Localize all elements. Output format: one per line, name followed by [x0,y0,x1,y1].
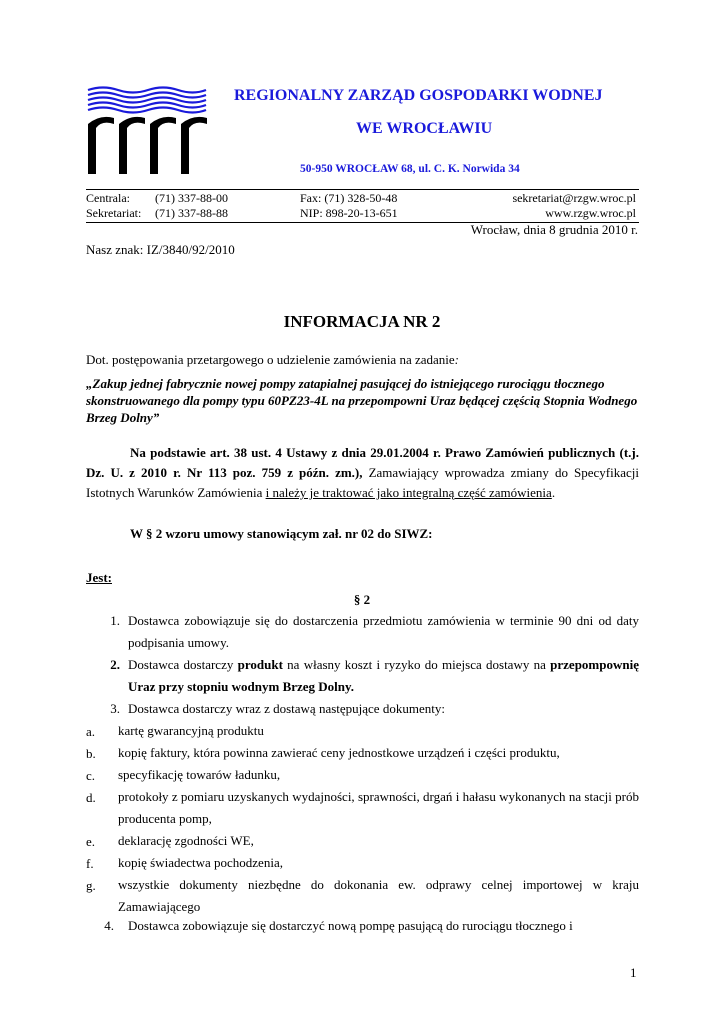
centrala-label: Centrala: [86,191,130,205]
doc-letter: a. [86,724,96,739]
item-number: 2. [110,657,120,672]
centrala-phone: (71) 337-88-00 [155,191,228,205]
legal-basis-text: Zamawiający wprowadza zmiany do Specyfikacji Istotnych Warunków Zamówienia [86,465,639,500]
list-item: Dostawca dostarczy wraz z dostawą następujące dokumenty: [128,701,445,716]
list-item: Dostawca zobowiązuje się do dostarczenia przedmiotu zamówienia w terminie 90 dni od daty podpisania umowy. [128,613,639,650]
doc-item: deklarację zgodności WE, [118,833,254,848]
intro-line [86,352,459,368]
org-address: 50-950 WROCŁAW 68, ul. C. K. Norwida 34 [300,163,520,175]
doc-letter: d. [86,790,96,805]
doc-item: specyfikację towarów ładunku, [118,767,281,782]
item-number: 4. [104,918,114,933]
item-text-bold: przepompownię Uraz przy stopniu wodnym Brzeg Dolny. [128,657,639,694]
legal-basis-end: . [551,485,556,500]
org-name-line1: REGIONALNY ZARZĄD GOSPODARKI WODNEJ [234,87,603,104]
legal-basis-bold: Na podstawie art. 38 ust. 4 Ustawy z dnia 29.01.2004 r. Prawo Zamówień publicznych (t.j. Dz. U. z 2010 r. Nr 113 poz. 759 z późn. zm.), [86,445,639,480]
legal-basis-underlined: i należy je traktować jako integralną część zamówienia [265,485,552,500]
doc-item: kopię faktury, która powinna zawierać ceny jednostkowe urządzeń i części produktu, [118,745,560,760]
item-number: 3. [110,701,120,716]
item-text-bold: produkt [237,657,283,672]
sekretariat-phone: (71) 337-88-88 [155,206,228,220]
tender-subject: „Zakup jednej fabrycznie nowej pompy zatapialnej pasującej do istniejącego rurociągu tłocznego skonstruowanego dla pompy typu 60PZ23-4L na przepompowni Uraz będącej częścią Stopnia Wodnego Brzeg Dolny” [86,376,638,425]
website: www.rzgw.wroc.pl [545,206,636,220]
doc-letter: g. [86,878,96,893]
doc-item: kartę gwarancyjną produktu [118,723,264,738]
date-line: Wrocław, dnia 8 grudnia 2010 r. [470,222,638,237]
rzgw-logo [86,84,208,180]
doc-item: wszystkie dokumenty niezbędne do dokonania ew. odprawy celnej importowej w kraju Zamawiającego [118,877,639,914]
sekretariat-label: Sekretariat: [86,206,142,220]
item-text: Dostawca dostarczy [128,657,238,672]
doc-letter: e. [86,834,96,849]
intro-colon: : [454,352,460,367]
doc-item: kopię świadectwa pochodzenia, [118,855,283,870]
org-name-line2: WE WROCŁAWIU [356,120,493,137]
doc-item: protokoły z pomiaru uzyskanych wydajności, sprawności, drgań i hałasu wykonanych na stacji prób producenta pomp, [118,789,639,826]
jest-label: Jest: [86,570,112,585]
doc-letter: b. [86,746,96,761]
item-number: 1. [110,613,120,628]
email: sekretariat@rzgw.wroc.pl [512,191,636,205]
list-item [128,654,639,698]
fax: Fax: (71) 328-50-48 [300,191,398,205]
doc-letter: c. [86,768,96,783]
paragraph-sign: § 2 [353,592,371,607]
item-text: na własny koszt i ryzyko do miejsca dostawy na [282,657,551,672]
list-item: Dostawca zobowiązuje się dostarczyć nową pompę pasującą do rurociągu tłocznego i [128,918,573,933]
page-title: INFORMACJA NR 2 [283,312,441,331]
doc-letter: f. [86,856,94,871]
section-heading: W § 2 wzoru umowy stanowiącym zał. nr 02 do SIWZ: [130,526,433,541]
header-rule-top [86,189,639,190]
legal-basis-paragraph [86,443,639,503]
nip: NIP: 898-20-13-651 [300,206,398,220]
reference-number: Nasz znak: IZ/3840/92/2010 [86,242,235,257]
intro-text: Dot. postępowania przetargowego o udzielenie zamówienia na zadanie [86,352,455,367]
page-number: 1 [630,965,637,980]
